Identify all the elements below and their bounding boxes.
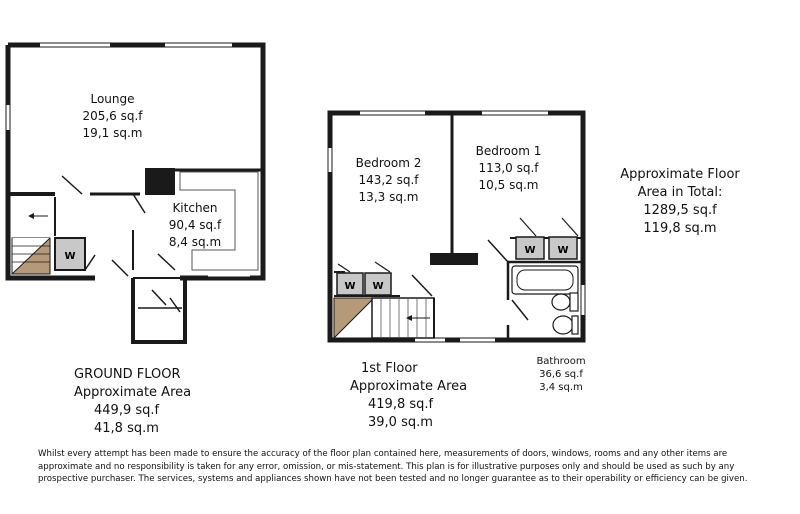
lounge-label bbox=[70, 91, 155, 142]
floor-subtitle: Approximate Area bbox=[350, 379, 468, 394]
toilet-cistern bbox=[570, 293, 578, 311]
door bbox=[62, 176, 82, 194]
total-area-sqm: 119,8 sq.m bbox=[643, 221, 717, 236]
door bbox=[338, 264, 350, 272]
door bbox=[158, 254, 175, 270]
floor-title: 1st Floor bbox=[361, 361, 418, 376]
room-name: Bedroom 2 bbox=[355, 156, 422, 170]
bathtub-basin bbox=[517, 270, 573, 290]
total-area-sqf: 1289,5 sq.f bbox=[643, 203, 717, 218]
porch-wall bbox=[133, 278, 185, 342]
floor-area-sqm: 39,0 sq.m bbox=[368, 415, 433, 430]
room-area-sqm: 8,4 sq.m bbox=[168, 235, 222, 249]
door bbox=[133, 194, 145, 213]
room-area-sqm: 19,1 sq.m bbox=[82, 126, 143, 140]
door bbox=[412, 275, 432, 296]
floor-subtitle: Approximate Area bbox=[74, 385, 192, 400]
total-area-summary bbox=[605, 166, 755, 238]
floor-title: GROUND FLOOR bbox=[74, 367, 181, 382]
door bbox=[562, 218, 578, 236]
room-area-sqf: 113,0 sq.f bbox=[478, 161, 539, 175]
room-area-sqm: 13,3 sq.m bbox=[358, 190, 419, 204]
sink-unit bbox=[572, 316, 578, 334]
wardrobe-label: W bbox=[557, 245, 569, 256]
total-title-line1: Approximate Floor bbox=[620, 167, 740, 182]
door bbox=[512, 300, 528, 320]
room-area-sqf: 143,2 sq.f bbox=[358, 173, 419, 187]
room-area-sqf: 205,6 sq.f bbox=[82, 109, 143, 123]
door bbox=[112, 260, 128, 276]
wardrobe-label: W bbox=[372, 281, 384, 292]
bathroom-label bbox=[527, 355, 595, 394]
door bbox=[170, 298, 180, 312]
room-area-sqf: 36,6 sq.f bbox=[539, 369, 583, 380]
wardrobe-label: W bbox=[524, 245, 536, 256]
first-floor-summary bbox=[345, 360, 475, 432]
room-name: Bedroom 1 bbox=[475, 144, 542, 158]
total-title-line2: Area in Total: bbox=[637, 185, 723, 200]
sink bbox=[553, 316, 573, 334]
door bbox=[520, 218, 536, 236]
door bbox=[375, 262, 390, 272]
door bbox=[85, 255, 95, 270]
kitchen-label bbox=[155, 200, 235, 251]
floor-area-sqf: 419,8 sq.f bbox=[368, 397, 434, 412]
floor-area-sqf: 449,9 sq.f bbox=[94, 403, 160, 418]
wardrobe-label: W bbox=[64, 251, 76, 262]
bedroom-1-label bbox=[466, 143, 551, 194]
bedroom-2-label bbox=[346, 155, 431, 206]
ground-floor-summary bbox=[60, 366, 190, 438]
door bbox=[152, 290, 166, 305]
room-area-sqm: 3,4 sq.m bbox=[539, 382, 583, 393]
stair-arrow-head bbox=[28, 213, 34, 219]
disclaimer-text: Whilst every attempt has been made to ensure the accuracy of the floor plan contained here, measurements of doors, windows, rooms and any other items are approximate and no responsibility is taken for any error, omission, or mis-statement. This plan is for illustrative purposes only and should be used as such by any prospective purchaser. The services, systems and appliances shown have not been tested and no longer guarantee as to their operability or efficiency can be given. bbox=[38, 449, 748, 484]
floor-area-sqm: 41,8 sq.m bbox=[94, 421, 159, 436]
chimney-breast bbox=[430, 253, 478, 265]
room-name: Kitchen bbox=[172, 201, 218, 215]
room-area-sqf: 90,4 sq.f bbox=[168, 218, 222, 232]
room-area-sqm: 10,5 sq.m bbox=[478, 178, 539, 192]
wardrobe-label: W bbox=[344, 281, 356, 292]
door bbox=[488, 240, 508, 262]
ground-floor-plan bbox=[8, 45, 263, 342]
room-name: Bathroom bbox=[536, 356, 586, 367]
toilet bbox=[552, 294, 570, 310]
chimney-breast bbox=[145, 168, 175, 195]
room-name: Lounge bbox=[90, 92, 135, 106]
